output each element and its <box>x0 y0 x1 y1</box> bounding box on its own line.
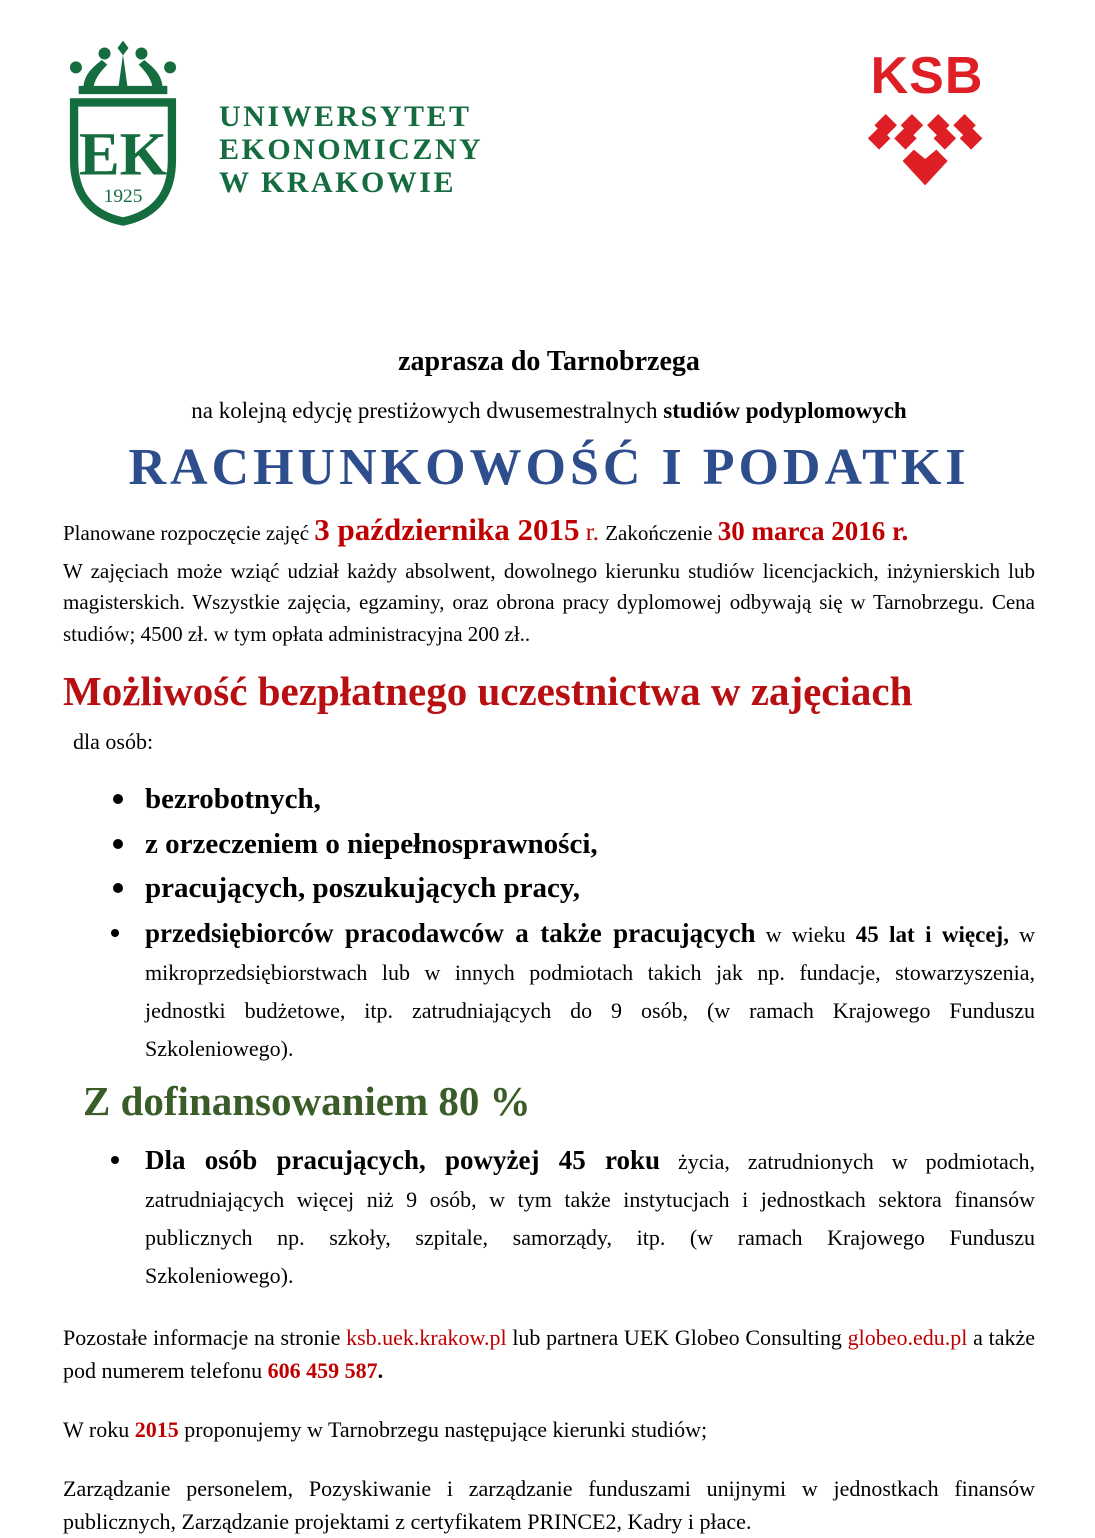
end-date: 30 marca 2016 r. <box>717 515 909 546</box>
uek-crown-icon <box>70 41 176 95</box>
description-paragraph: W zajęciach może wziąć udział każdy absolwent, dowolnego kierunku studiów licencjackich, inżynierskich lub magisterskich. Wszystkie zajęcia, egzaminy, oraz obrona pracy dyplomowej odbywają się w Tarnobrzegu. Cena studiów; 4500 zł. w tym opłata administracyjna 200 zł.. <box>63 558 1035 646</box>
uek-crest-icon <box>63 36 183 228</box>
ksb-diamonds-icon <box>864 114 990 206</box>
phone-period: . <box>377 1358 384 1384</box>
dates-line <box>63 512 1035 548</box>
list-item-label: bezrobotnych, <box>145 783 321 816</box>
discount-text <box>145 1141 1035 1295</box>
bullet-dot-icon <box>111 929 119 937</box>
year-value: 2015 <box>134 1417 179 1443</box>
uek-wordmark <box>219 100 483 228</box>
year-text-suffix: proponujemy w Tarnobrzegu następujące kierunki studiów; <box>178 1417 708 1443</box>
subtitle-line <box>63 398 1035 424</box>
start-label: Planowane rozpoczęcie zajęć <box>63 520 315 545</box>
bullet-dot-icon <box>111 1156 119 1164</box>
year-text-prefix: W roku <box>63 1417 135 1443</box>
uek-name-line1: UNIWERSYTET <box>219 100 472 133</box>
discount-section-heading: Z dofinansowaniem 80 % <box>83 1078 531 1125</box>
uek-name-line3: W KRAKOWIE <box>219 166 456 199</box>
contact-text-3: a także pod numerem telefonu <box>63 1325 1035 1384</box>
eligibility-list <box>63 781 1035 906</box>
uek-logo <box>63 36 483 228</box>
employers-bold-2: 45 lat i więcej, <box>855 922 1009 948</box>
ksb-wordmark: KSB <box>870 47 984 105</box>
subtitle-bold-text: studiów podyplomowych <box>663 398 907 423</box>
list-item <box>63 826 1035 862</box>
bullet-dot-icon <box>113 839 123 849</box>
bullet-dot-icon <box>113 794 123 804</box>
discount-regular: życia, zatrudnionych w podmiotach, zatrudniających więcej niż 9 osób, w tym także instytucjach i jednostkach sektora finansów publicznych np. szkoły, szpitale, samorządy, itp. (w ramach Krajowego Funduszu Szkoleniowego). <box>145 1149 1035 1289</box>
contact-text-2: lub partnera UEK Globeo Consulting <box>506 1325 848 1351</box>
programs-paragraph: Zarządzanie personelem, Pozyskiwanie i zarządzanie funduszami unijnymi w jednostkach finansów publicznych, Zarządzanie projektami z certyfikatem PRINCE2, Kadry i płace. <box>63 1476 1035 1535</box>
list-item <box>63 870 1035 906</box>
program-title: RACHUNKOWOŚĆ I PODATKI <box>128 439 970 496</box>
uek-monogram: EK <box>79 121 167 189</box>
list-item <box>63 781 1035 817</box>
list-item-label: z orzeczeniem o niepełnosprawności, <box>145 827 598 860</box>
ksb-logo <box>855 47 999 211</box>
start-date-suffix: r. <box>579 518 606 546</box>
invite-line: zaprasza do Tarnobrzega <box>398 346 700 377</box>
subtitle-text: na kolejną edycję prestiżowych dwusemestralnych <box>191 398 664 423</box>
list-item-discount <box>63 1141 1035 1295</box>
list-item-label: pracujących, poszukujących pracy, <box>145 871 580 904</box>
employers-bold-lead: przedsiębiorców pracodawców a także pracujących <box>145 918 756 949</box>
discount-bold-lead: Dla osób pracujących, powyżej 45 roku <box>145 1145 660 1176</box>
ksb-website-link[interactable]: ksb.uek.krakow.pl <box>346 1325 507 1351</box>
employers-regular-2: w mikroprzedsiębiorstwach lub w innych podmiotach takich jak np. fundacje, stowarzyszenia, jednostki budżetowe, itp. zatrudniających do 9 osób, (w ramach Krajowego Funduszu Szkoleniowego). <box>145 922 1036 1062</box>
globeo-website-link[interactable]: globeo.edu.pl <box>847 1325 968 1351</box>
contact-text-1: Pozostałe informacje na stronie <box>63 1325 347 1351</box>
end-label: Zakończenie <box>605 520 718 545</box>
uek-year: 1925 <box>103 186 143 208</box>
header <box>63 36 1035 232</box>
uek-name-line2: EKONOMICZNY <box>219 133 484 166</box>
year-paragraph <box>63 1413 1035 1446</box>
phone-number: 606 459 587 <box>267 1358 378 1384</box>
employers-text <box>145 914 1035 1068</box>
for-label: dla osób: <box>73 729 154 755</box>
list-item-employers <box>63 914 1035 1068</box>
employers-regular-1: w wieku <box>755 922 856 948</box>
bullet-dot-icon <box>113 883 123 893</box>
contact-paragraph <box>63 1321 1035 1387</box>
free-section-heading: Możliwość bezpłatnego uczestnictwa w zajęciach <box>63 668 913 715</box>
start-date: 3 października 2015 <box>314 511 580 547</box>
